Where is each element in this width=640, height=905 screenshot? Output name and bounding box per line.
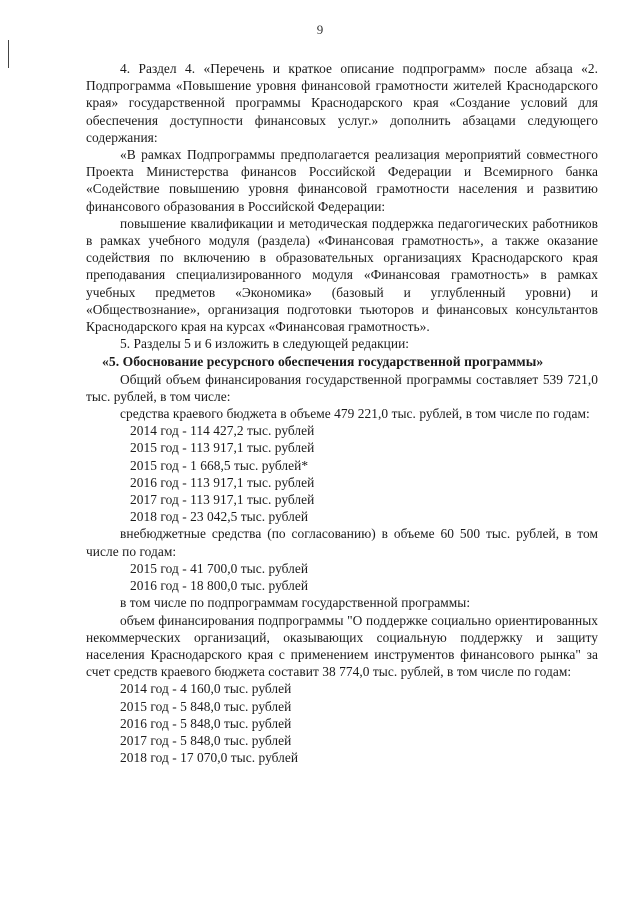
list-item: 2018 год - 23 042,5 тыс. рублей xyxy=(130,509,309,525)
subprogram-years-list xyxy=(86,680,598,766)
paragraph-regional-budget: средства краевого бюджета в объеме 479 221,0 тыс. рублей, в том числе по годам: xyxy=(120,406,590,422)
regional-years-list xyxy=(86,422,598,525)
paragraph-sections-5-6: 5. Разделы 5 и 6 изложить в следующей редакции: xyxy=(120,336,410,352)
paragraph-section-4-amendment: 4. Раздел 4. «Перечень и краткое описание подпрограмм» после абзаца «2. Подпрограмма «Повышение уровня финансовой грамотности жителей Краснодарского края» государственной программы Краснодарского края «Создание условий для обеспечения доступности финансовых услуг.» дополнить абзацами следующего содержания: xyxy=(86,61,598,145)
list-item: 2015 год - 1 668,5 тыс. рублей* xyxy=(130,457,309,473)
list-item: 2015 год - 41 700,0 тыс. рублей xyxy=(130,560,309,576)
list-item: 2016 год - 18 800,0 тыс. рублей xyxy=(130,578,309,594)
list-item: 2015 год - 5 848,0 тыс. рублей xyxy=(120,698,292,714)
section-heading: «5. Обоснование ресурсного обеспечения государственной программы» xyxy=(102,354,544,370)
list-item: 2014 год - 114 427,2 тыс. рублей xyxy=(130,423,315,439)
list-item: 2014 год - 4 160,0 тыс. рублей xyxy=(120,681,292,697)
list-item: 2016 год - 5 848,0 тыс. рублей xyxy=(120,715,292,731)
paragraph-subprogram-measures: «В рамках Подпрограммы предполагается реализация мероприятий совместного Проекта Министерства финансов Российской Федерации и Всемирного банка «Содействие повышению уровня финансовой грамотности населения и развитию финансового образования в Российской Федерации: xyxy=(86,147,598,214)
paragraph-qualification: повышение квалификации и методическая поддержка педагогических работников в рамках учебного модуля (раздела) «Финансовая грамотность», а также оказание содействия по включению в образовательных организациях Краснодарского края преподавания специализированного модуля «Финансовая грамотность» в рамках учебных предметов «Экономика» (базовый и углубленный уровни) и «Обществознание», организация подготовки тьюторов и финансовых консультантов Краснодарского края на курсах «Финансовая грамотность». xyxy=(86,215,598,335)
list-item: 2017 год - 5 848,0 тыс. рублей xyxy=(120,732,292,748)
list-item: 2018 год - 17 070,0 тыс. рублей xyxy=(120,750,299,766)
list-item: 2016 год - 113 917,1 тыс. рублей xyxy=(130,474,315,490)
paragraph-subprogram-funding: объем финансирования подпрограммы "О поддержке социально ориентированных некоммерческих организаций, оказывающих социальную поддержку и защиту населения Краснодарского края с применением инструментов финансового рынка" за счет средств краевого бюджета составит 38 774,0 тыс. рублей, в том числе по годам: xyxy=(86,612,598,680)
margin-mark xyxy=(8,40,9,68)
page-number: 9 xyxy=(316,22,324,37)
list-item: 2015 год - 113 917,1 тыс. рублей xyxy=(130,440,315,456)
paragraph-extrabudget: внебюджетные средства (по согласованию) в объеме 60 500 тыс. рублей, в том числе по годам: xyxy=(86,526,598,559)
list-item: 2017 год - 113 917,1 тыс. рублей xyxy=(130,492,315,508)
paragraph-total-funding: Общий объем финансирования государственной программы составляет 539 721,0 тыс. рублей, в том числе: xyxy=(86,371,598,404)
extrabudget-years-list xyxy=(86,560,598,594)
document-body xyxy=(86,60,598,766)
paragraph-subprogram-intro: в том числе по подпрограммам государственной программы: xyxy=(120,595,471,611)
